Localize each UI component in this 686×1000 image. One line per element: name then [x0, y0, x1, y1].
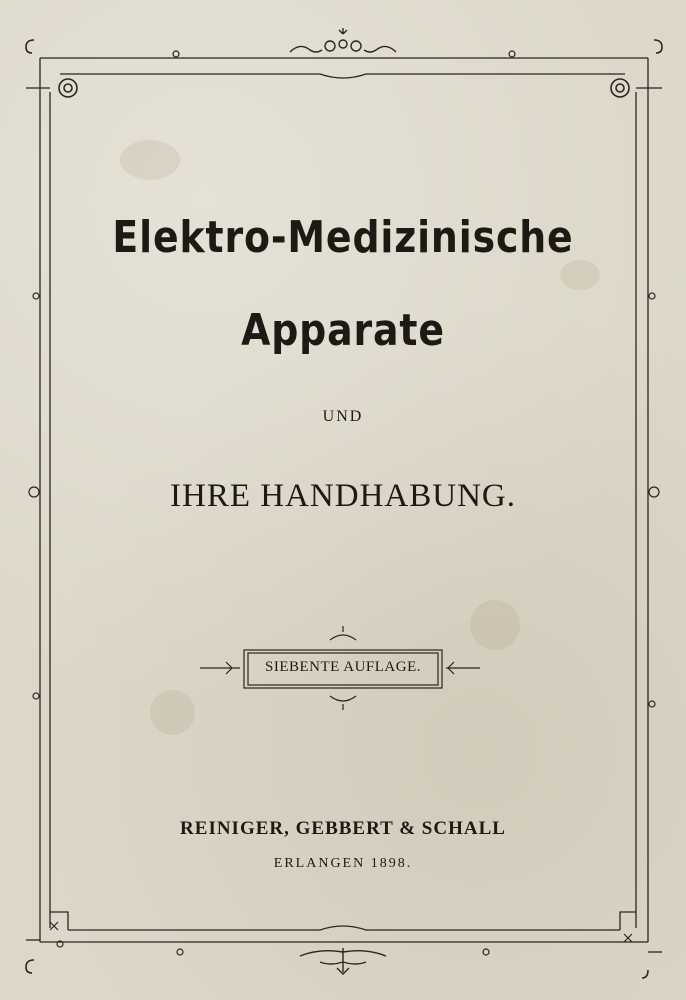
subtitle: IHRE HANDHABUNG. — [170, 478, 516, 514]
top-ornament-icon — [290, 28, 396, 52]
edition-label: SIEBENTE AUFLAGE. — [265, 659, 421, 675]
publisher-name: REINIGER, GEBBERT & SCHALL — [180, 818, 506, 839]
imprint-place-year: ERLANGEN 1898. — [273, 856, 413, 871]
bottom-ornament-icon — [300, 948, 386, 974]
conjunction: UND — [322, 408, 364, 425]
title-line-1: Elektro-Medizinische — [112, 212, 574, 263]
title-line-2: Apparate — [241, 305, 445, 356]
corner-cross-icons — [50, 922, 632, 942]
